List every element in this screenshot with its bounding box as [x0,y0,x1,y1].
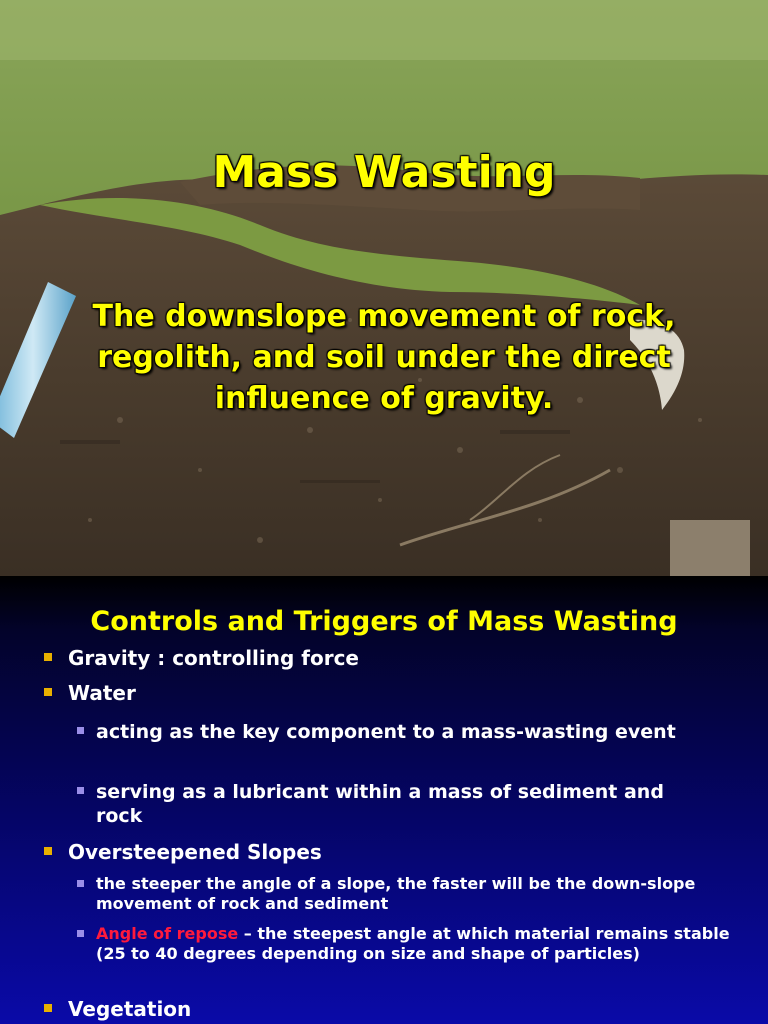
bullet-gravity: Gravity : controlling force [68,646,359,670]
slide-definition: The downslope movement of rock, regolith, and soil under the direct influence of gravity. [92,299,676,416]
slide-title: Mass Wasting [212,147,556,198]
angle-of-repose-definition: – the steepest angle at which material remains stable (25 to 40 degrees depending on size and shape of particles) [96,924,730,963]
bullet-icon [44,847,52,855]
sub-bullet-steeper-angle: the steeper the angle of a slope, the faster will be the down-slope movement of rock and sediment [96,874,696,913]
sub-bullet-icon [77,787,84,794]
sub-bullet-icon [77,930,84,937]
bullet-water: Water [68,681,136,705]
term-angle-of-repose: Angle of repose [96,924,239,943]
slide-title: Controls and Triggers of Mass Wasting [90,606,678,637]
bullet-oversteepened-slopes: Oversteepened Slopes [68,840,322,864]
sub-bullet-icon [77,880,84,887]
sub-bullet-key-component: acting as the key component to a mass-wasting event [96,721,676,743]
sub-bullet-angle-of-repose [96,924,746,964]
bullet-vegetation: Vegetation [68,997,192,1021]
bullet-icon [44,1004,52,1012]
sub-bullet-lubricant: serving as a lubricant within a mass of sediment and rock [96,781,664,827]
slide-controls-and-triggers [0,576,768,1024]
bullet-icon [44,688,52,696]
sub-bullet-icon [77,727,84,734]
bullet-icon [44,653,52,661]
